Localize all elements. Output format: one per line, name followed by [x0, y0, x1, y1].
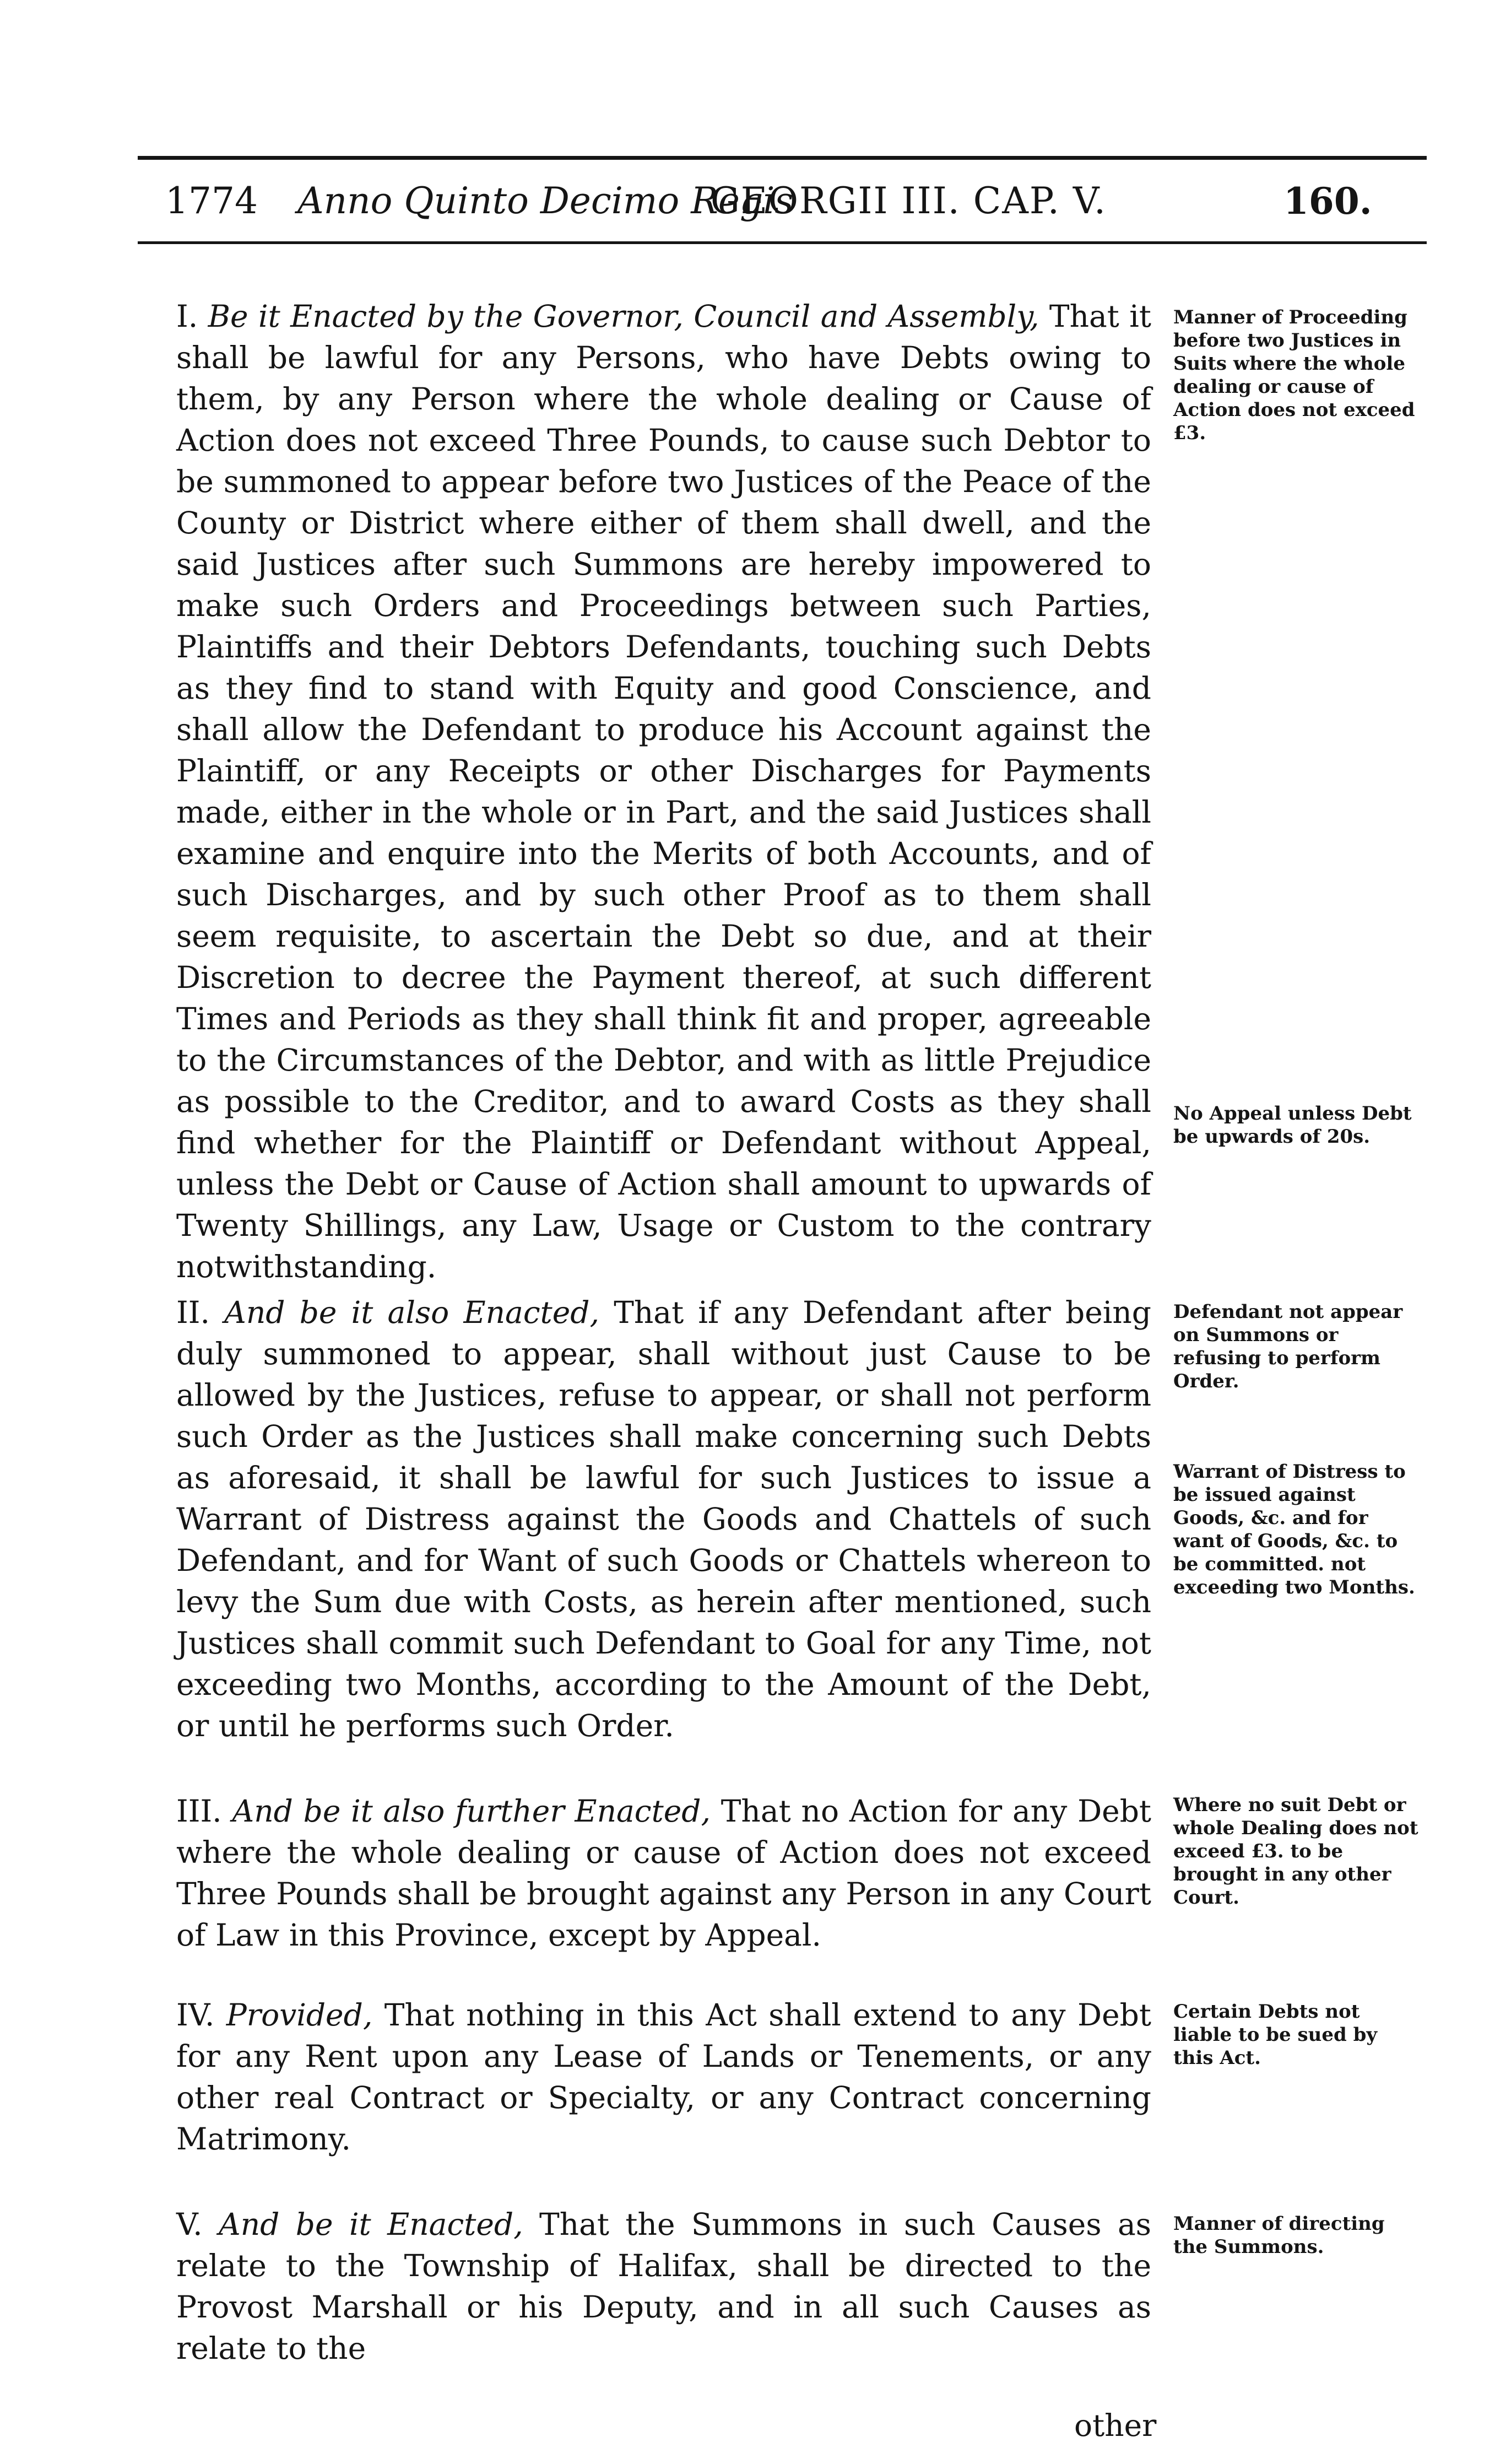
header-title: Anno Quinto Decimo Regis	[297, 180, 794, 222]
margin-note-warrant: Warrant of Distress to be issued against Goods, &c. and for want of Goods, &c. to be committed. not exceeding two Months.	[1173, 1461, 1415, 1598]
section-text: That no Action for any Debt where the whole dealing or cause of Action does not exceed Three Pounds shall be brought against any Person in any Court of Law in this Province, except by Appeal.	[176, 1793, 1152, 1953]
section-lead: And be it also further Enacted,	[232, 1793, 711, 1829]
section-3	[176, 1791, 1151, 1956]
section-2	[176, 1292, 1151, 1747]
margin-note-summons: Manner of directing the Summons.	[1173, 2213, 1385, 2258]
margin-note-certain-debts: Certain Debts not liable to be sued by this Act.	[1173, 2001, 1378, 2069]
section-number: IV.	[176, 1997, 215, 2033]
section-5	[176, 2204, 1151, 2369]
section-lead: And be it also Enacted,	[224, 1295, 599, 1330]
header-king-chapter: GEORGII III. CAP. V.	[711, 180, 1107, 222]
section-1	[176, 296, 1151, 1288]
header-year: 1774	[165, 180, 258, 222]
section-text: That nothing in this Act shall extend to any Debt for any Rent upon any Lease of Lands or Tenements, or any other real Contract or Specialty, or any Contract concerning Matrimony.	[176, 1997, 1151, 2157]
section-lead: Be it Enacted by the Governor, Council and Assembly,	[208, 299, 1039, 334]
catchword: other	[1074, 2408, 1157, 2443]
margin-note-proceeding: Manner of Proceeding before two Justices in Suits where the whole dealing or cause of Action does not exceed £3.	[1173, 306, 1415, 444]
margin-note-defendant: Defendant not appear on Summons or refusing to perform Order.	[1173, 1301, 1403, 1392]
section-number: I.	[176, 299, 198, 334]
page-number: 160.	[1283, 180, 1372, 223]
section-lead: Provided,	[226, 1997, 373, 2033]
section-lead: And be it Enacted,	[219, 2207, 523, 2242]
margin-note-no-appeal: No Appeal unless Debt be upwards of 20s.	[1173, 1103, 1412, 1148]
section-text: That if any Defendant after being duly summoned to appear, shall without just Cause to be allowed by the Justices, refuse to appear, or shall not perform such Order as the Justices shall make concerning such Debts as aforesaid, it shall be lawful for such Justices to issue a Warrant of Distress against the Goods and Chattels of such Defendant, and for Want of such Goods or Chattels whereon to levy the Sum due with Costs, as herein after mentioned, such Justices shall commit such Defendant to Goal for any Time, not exceeding two Months, according to the Amount of the Debt, or until he performs such Order.	[176, 1295, 1151, 1743]
section-number: V.	[176, 2207, 203, 2242]
margin-note-no-suit: Where no suit Debt or whole Dealing does not exceed £3. to be brought in any other Court.	[1173, 1794, 1418, 1909]
section-number: II.	[176, 1295, 210, 1330]
section-text: That the Summons in such Causes as relate to the Township of Halifax, shall be directed to the Provost Marshall or his Deputy, and in all such Causes as relate to the	[176, 2207, 1151, 2366]
section-text: That it shall be lawful for any Persons, who have Debts owing to them, by any Person where the whole dealing or Cause of Action does not exceed Three Pounds, to cause such Debtor to be summoned to appear before two Justices of the Peace of the County or District where either of them shall dwell, and the said Justices after such Summons are hereby impowered to make such Orders and Proceedings between such Parties, Plaintiffs and their Debtors Defendants, touching such Debts as they find to stand with Equity and good Conscience, and shall allow the Defendant to produce his Account against the Plaintiff, or any Receipts or other Discharges for Payments made, either in the whole or in Part, and the said Justices shall examine and enquire into the Merits of both Accounts, and of such Discharges, and by such other Proof as to them shall seem requisite, to ascertain the Debt so due, and at their Discretion to decree the Payment thereof, at such different Times and Periods as they shall think fit and proper, agreeable to the Circumstances of the Debtor, and with as little Prejudice as possible to the Creditor, and to award Costs as they shall find whether for the Plaintiff or Defendant without Appeal, unless the Debt or Cause of Action shall amount to upwards of Twenty Shillings, any Law, Usage or Custom to the contrary notwithstanding.	[176, 299, 1151, 1284]
section-number: III.	[176, 1793, 222, 1829]
section-4	[176, 1995, 1151, 2160]
